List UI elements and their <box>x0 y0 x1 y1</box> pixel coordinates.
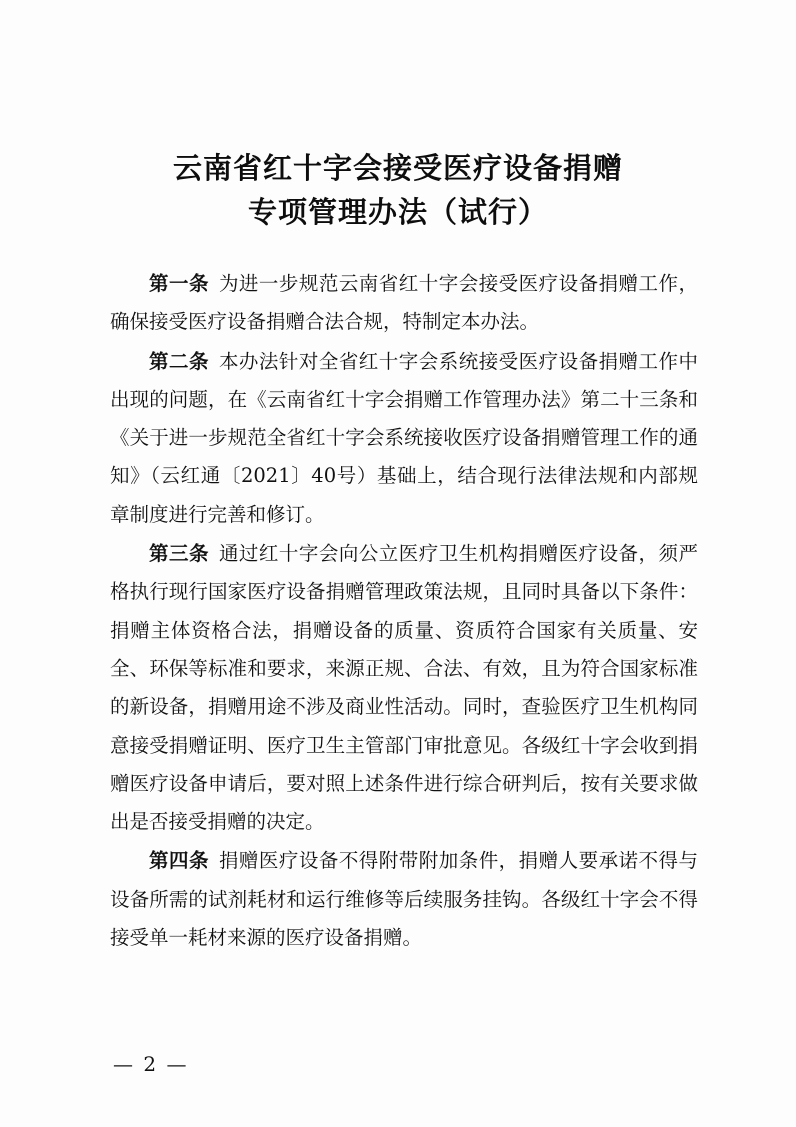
article-4-text: 捐赠医疗设备不得附带附加条件，捐赠人要承诺不得与设备所需的试剂耗材和运行维修等后续服务挂钩。各级红十字会不得接受单一耗材来源的医疗设备捐赠。 <box>110 849 698 950</box>
article-3-text: 通过红十字会向公立医疗卫生机构捐赠医疗设备，须严格执行现行国家医疗设备捐赠管理政策法规，且同时具备以下条件：捐赠主体资格合法，捐赠设备的质量、资质符合国家有关质量、安全、环保等标准和要求，来源正规、合法、有效，且为符合国家标准的新设备，捐赠用途不涉及商业性活动。同时，查验医疗卫生机构同意接受捐赠证明、医疗卫生主管部门审批意见。各级红十字会收到捐赠医疗设备申请后，要对照上述条件进行综合研判后，按有关要求做出是否接受捐赠的决定。 <box>110 542 698 834</box>
page-number: — 2 — <box>113 1052 189 1076</box>
article-2-heading: 第二条 <box>149 349 209 373</box>
article-2 <box>110 343 698 534</box>
article-2-text: 本办法针对全省红十字会系统接受医疗设备捐赠工作中出现的问题，在《云南省红十字会捐赠工作管理办法》第二十三条和《关于进一步规范全省红十字会系统接收医疗设备捐赠管理工作的通知》（云红通〔2021〕40号）基础上，结合现行法律法规和内部规章制度进行完善和修订。 <box>110 349 698 526</box>
article-1 <box>110 265 698 342</box>
document-title-line-2: 专项管理办法（试行） <box>247 195 548 229</box>
article-1-text: 为进一步规范云南省红十字会接受医疗设备捐赠工作，确保接受医疗设备捐赠合法合规，特制定本办法。 <box>110 272 698 334</box>
document-title-line-1: 云南省红十字会接受医疗设备捐赠 <box>172 151 623 185</box>
document-body <box>110 265 698 957</box>
article-4-heading: 第四条 <box>149 849 209 873</box>
article-3 <box>110 535 698 841</box>
article-1-heading: 第一条 <box>149 272 209 295</box>
article-4 <box>110 842 698 957</box>
article-3-heading: 第三条 <box>149 542 209 566</box>
